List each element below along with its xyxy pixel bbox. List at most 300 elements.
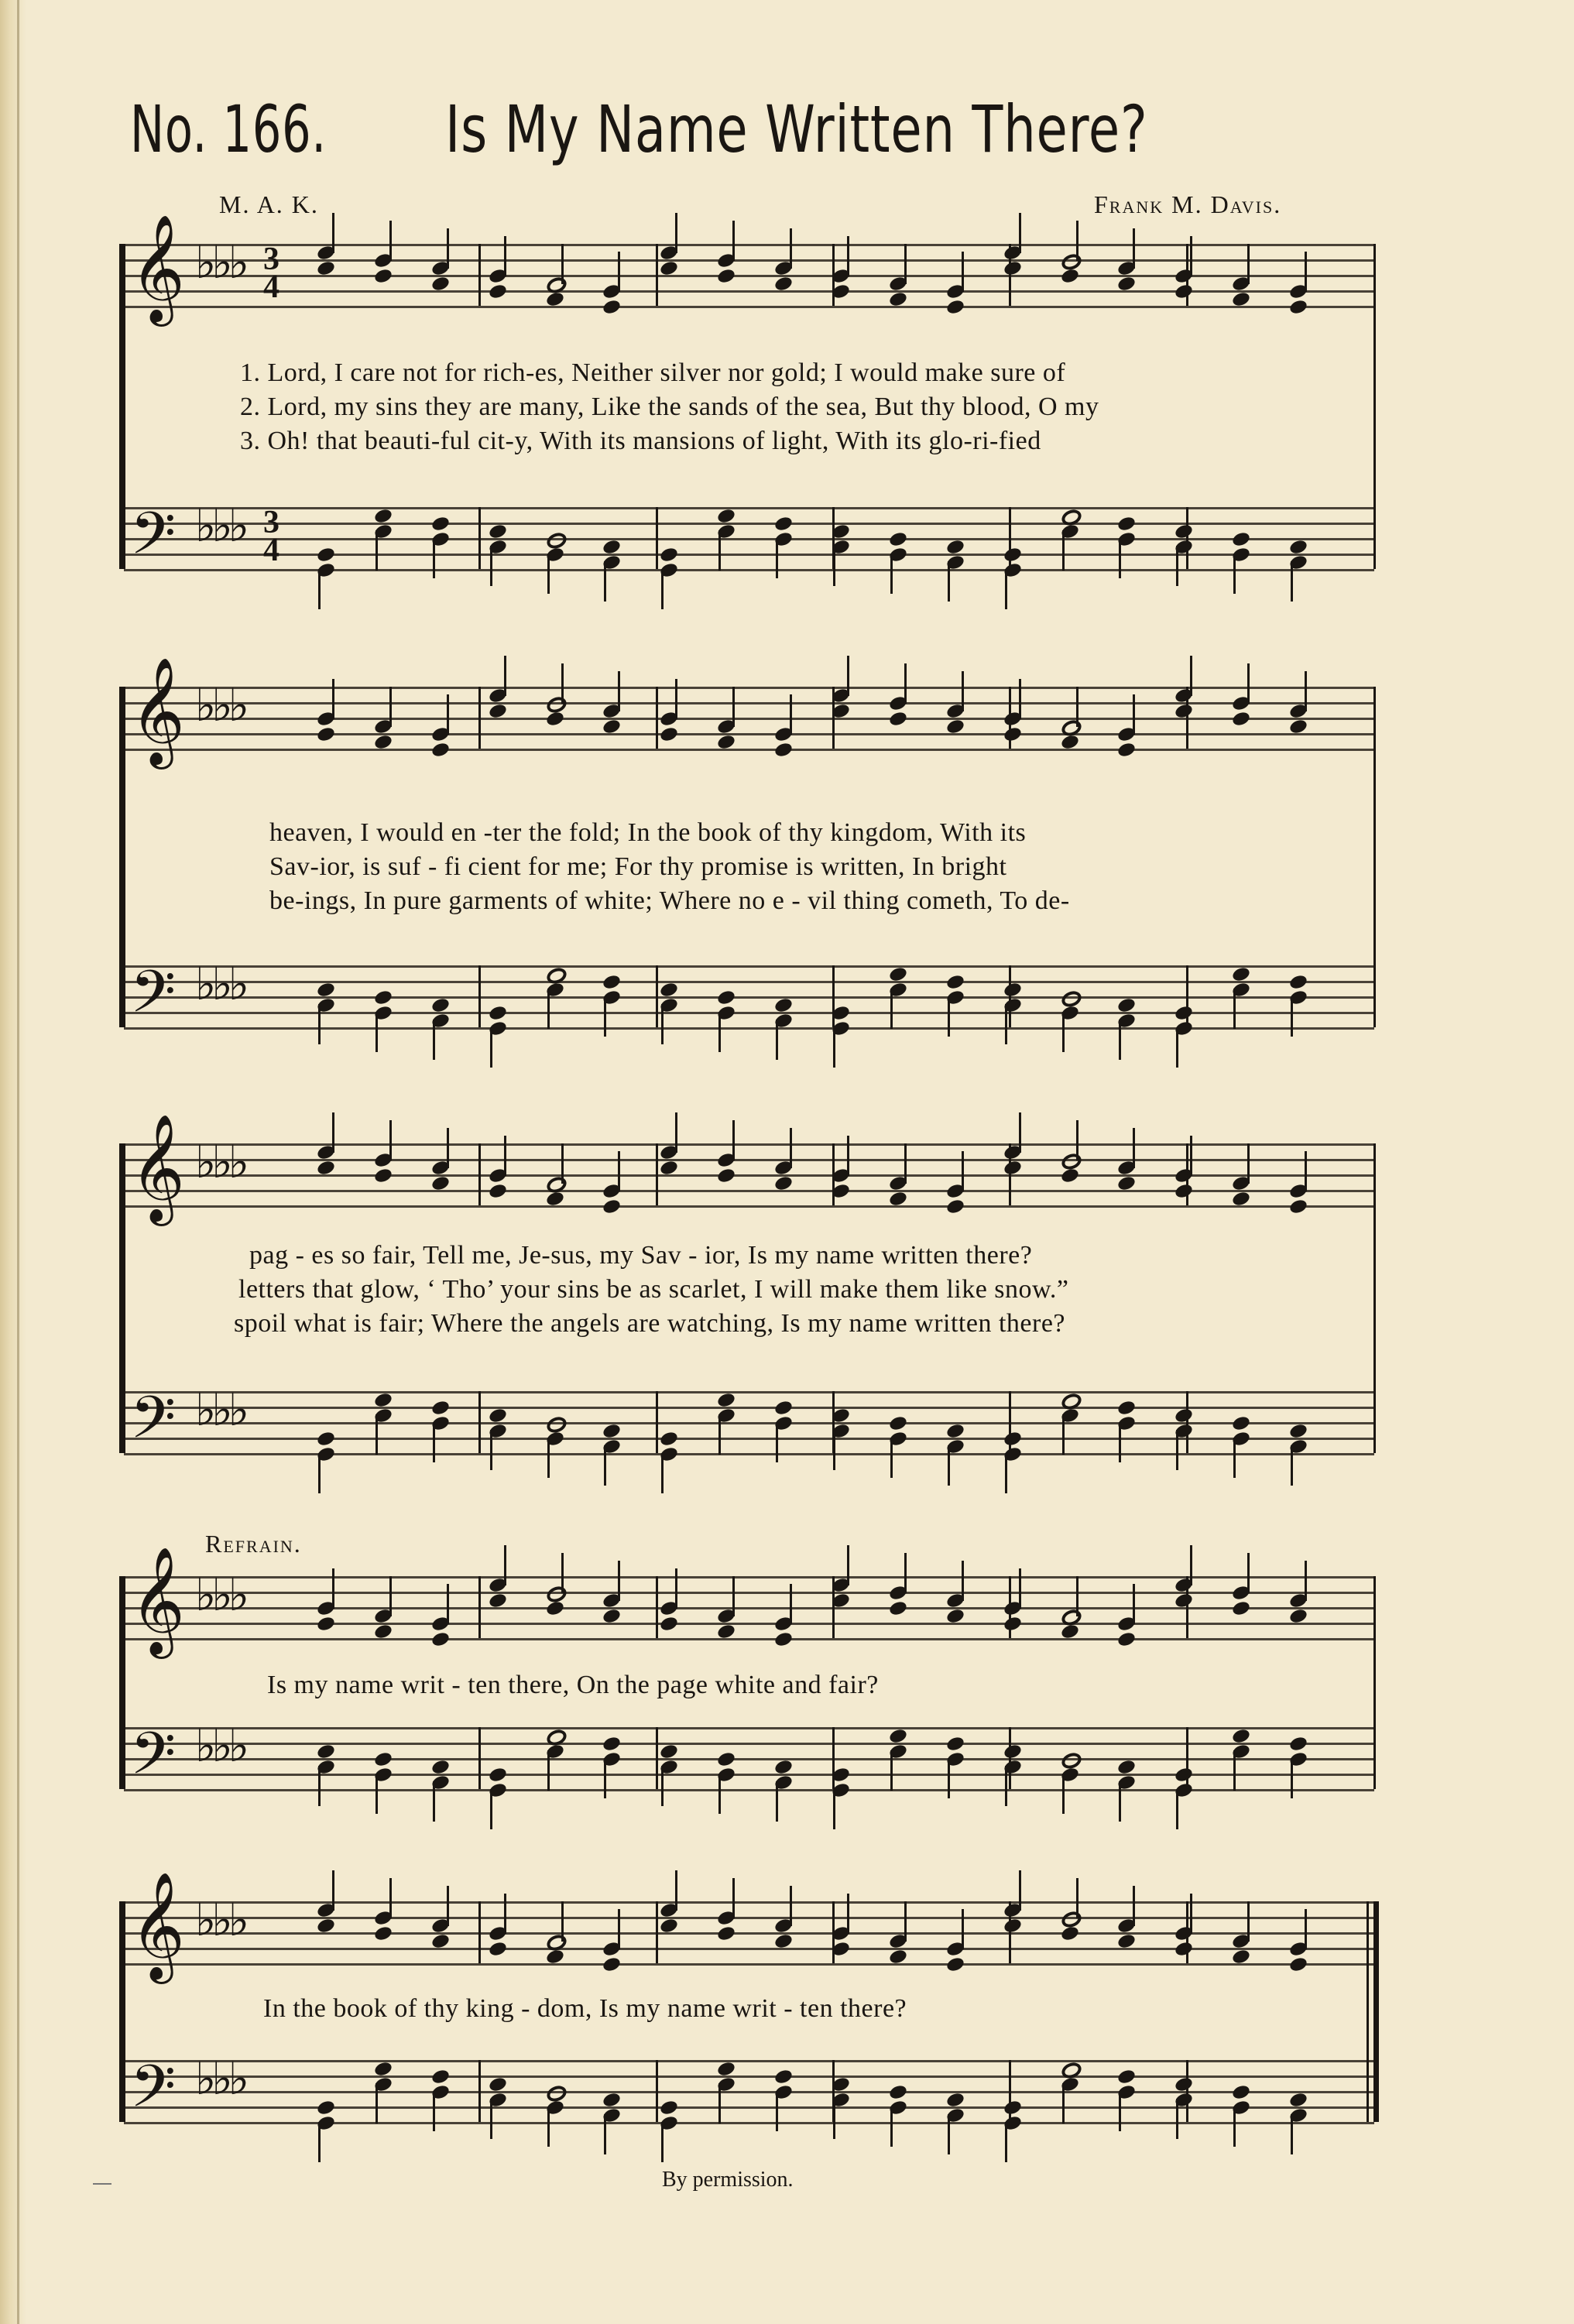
key-signature-flats-icon: ♭♭♭ [195, 1894, 245, 1946]
note-stem [732, 1878, 735, 1918]
bar-line [656, 2060, 658, 2122]
note-stem [948, 1445, 950, 1486]
bar-line [656, 1391, 658, 1453]
bass-clef-icon: 𝄢 [130, 2052, 177, 2135]
note-stem [375, 1774, 378, 1814]
note-stem [732, 1120, 735, 1160]
bar-line [478, 1391, 481, 1453]
note-head [430, 515, 451, 532]
note-stem [561, 244, 564, 284]
note-head [1003, 1615, 1023, 1632]
note-head [316, 725, 336, 742]
note-stem [490, 1789, 492, 1829]
note-head [773, 741, 794, 758]
note-head [373, 1750, 393, 1767]
note-stem [1119, 1781, 1121, 1822]
note-stem [1133, 228, 1135, 269]
note-stem [718, 1012, 721, 1052]
bar-line [656, 244, 658, 306]
note-stem [1133, 1128, 1135, 1168]
note-stem [1062, 1012, 1065, 1052]
note-head [1116, 1399, 1137, 1416]
key-signature-flats-icon: ♭♭♭ [195, 2052, 245, 2105]
note-stem [375, 1414, 378, 1455]
note-stem [833, 2099, 835, 2139]
note-stem [1305, 1909, 1307, 1949]
note-stem [776, 2091, 778, 2131]
note-stem [547, 554, 550, 594]
lyric-verse-3: 3. Oh! that beauti-ful cit-y, With its mansions of light, With its glo-ri-fied [240, 427, 1041, 455]
page-binding-shadow [0, 0, 26, 2324]
refrain-label: Refrain. [205, 1530, 302, 1558]
key-signature-flats-icon: ♭♭♭ [195, 1383, 245, 1436]
note-head [602, 1956, 622, 1973]
note-stem [675, 1870, 677, 1911]
note-stem [962, 671, 964, 711]
note-head [773, 1399, 794, 1416]
note-stem [1247, 244, 1250, 284]
note-stem [1291, 996, 1293, 1037]
note-head [888, 710, 908, 727]
note-stem [1305, 252, 1307, 292]
note-stem [447, 228, 449, 269]
note-stem [890, 554, 893, 594]
note-head [1060, 1167, 1080, 1184]
note-head [1003, 725, 1023, 742]
hymn-number: No. 166. [130, 91, 327, 167]
note-stem [604, 2114, 606, 2154]
note-head [1060, 1925, 1080, 1942]
note-stem [1076, 687, 1078, 727]
note-stem [447, 1128, 449, 1168]
note-head [1288, 1735, 1308, 1752]
note-stem [618, 1151, 620, 1191]
treble-clef-icon: 𝄞 [130, 1547, 185, 1654]
bar-line [656, 1143, 658, 1205]
note-head [773, 2068, 794, 2085]
note-stem [732, 221, 735, 261]
note-stem [389, 1120, 392, 1160]
note-stem [833, 1789, 835, 1829]
note-stem [547, 989, 550, 1029]
note-stem [1291, 1445, 1293, 1486]
note-head [888, 2083, 908, 2100]
note-head [1231, 1414, 1251, 1431]
note-stem [718, 1774, 721, 1814]
note-stem [790, 1886, 792, 1926]
note-stem [490, 546, 492, 586]
note-stem [375, 1012, 378, 1052]
note-stem [1305, 671, 1307, 711]
note-stem [1233, 1750, 1236, 1791]
note-head [659, 1430, 679, 1447]
note-head [1116, 741, 1137, 758]
note-stem [1119, 538, 1121, 578]
note-stem [318, 569, 321, 609]
note-stem [847, 1894, 849, 1934]
note-stem [675, 679, 677, 719]
note-stem [604, 561, 606, 602]
note-stem [332, 679, 334, 719]
note-head [373, 267, 393, 284]
key-signature-flats-icon: ♭♭♭ [195, 499, 245, 552]
bar-line [478, 2060, 481, 2122]
note-head [316, 2099, 336, 2116]
bar-line [1186, 507, 1188, 569]
note-stem [1005, 1766, 1007, 1806]
note-stem [833, 1430, 835, 1470]
note-stem [332, 1568, 334, 1609]
note-head [659, 2099, 679, 2116]
note-stem [1062, 1414, 1065, 1455]
note-stem [962, 1561, 964, 1601]
bar-line [1186, 1391, 1188, 1453]
bar-line [478, 687, 481, 749]
note-stem [604, 1445, 606, 1486]
note-head [945, 298, 965, 315]
note-head [488, 1766, 508, 1783]
permission-note: By permission. [662, 2168, 794, 2192]
note-stem [847, 236, 849, 276]
lyric-refrain-line-1: Is my name writ - ten there, On the page white and fair? [267, 1671, 879, 1699]
note-head [488, 1004, 508, 1021]
note-stem [1305, 1561, 1307, 1601]
note-stem [1005, 1453, 1007, 1493]
note-head [1231, 710, 1251, 727]
bar-line [1009, 1727, 1011, 1789]
note-stem [962, 252, 964, 292]
note-stem [948, 2114, 950, 2154]
note-stem [833, 546, 835, 586]
note-head [602, 1198, 622, 1215]
note-head [1288, 973, 1308, 990]
lyric-refrain-line-2: In the book of thy king - dom, Is my name writ - ten there? [263, 1994, 907, 2023]
bar-line [656, 1901, 658, 1963]
note-stem [490, 2099, 492, 2139]
note-head [1003, 546, 1023, 563]
note-stem [1005, 569, 1007, 609]
note-stem [776, 1020, 778, 1060]
note-head [602, 1735, 622, 1752]
note-stem [504, 1545, 506, 1585]
bar-line [656, 965, 658, 1027]
note-stem [1076, 221, 1078, 261]
note-head [430, 2068, 451, 2085]
note-stem [1233, 1438, 1236, 1478]
note-head [1288, 1956, 1308, 1973]
note-head [430, 1630, 451, 1647]
treble-clef-icon: 𝄞 [130, 1114, 185, 1222]
note-stem [776, 1781, 778, 1822]
bass-clef-icon: 𝄢 [130, 1383, 177, 1466]
note-stem [661, 1004, 664, 1044]
note-stem [904, 1901, 907, 1942]
note-head [1174, 1766, 1194, 1783]
note-head [488, 1940, 508, 1957]
bar-line [478, 1727, 481, 1789]
note-stem [1176, 546, 1178, 586]
note-stem [790, 228, 792, 269]
note-stem [732, 1576, 735, 1616]
note-stem [1119, 2091, 1121, 2131]
note-head [488, 1182, 508, 1199]
note-stem [1076, 1120, 1078, 1160]
note-head [1116, 2068, 1137, 2085]
note-head [1174, 1940, 1194, 1957]
note-stem [1176, 1027, 1178, 1068]
note-head [716, 1167, 736, 1184]
note-stem [1076, 1878, 1078, 1918]
bar-line [656, 1576, 658, 1638]
note-stem [504, 236, 506, 276]
note-head [945, 973, 965, 990]
bar-line [1186, 2060, 1188, 2122]
note-stem [1190, 656, 1192, 696]
bar-line [656, 507, 658, 569]
note-stem [1019, 679, 1021, 719]
lyric-verse-2: 2. Lord, my sins they are many, Like the sands of the sea, But thy blood, O my [240, 392, 1099, 421]
note-head [430, 741, 451, 758]
note-stem [490, 1027, 492, 1068]
note-head [773, 1630, 794, 1647]
key-signature-flats-icon: ♭♭♭ [195, 958, 245, 1010]
note-stem [389, 1878, 392, 1918]
note-stem [618, 1909, 620, 1949]
note-stem [1190, 1136, 1192, 1176]
music-credit: Frank M. Davis. [1094, 190, 1282, 218]
note-stem [904, 244, 907, 284]
note-stem [790, 1128, 792, 1168]
note-stem [433, 1781, 435, 1822]
note-head [1231, 530, 1251, 547]
words-credit: M. A. K. [219, 190, 319, 218]
note-stem [389, 221, 392, 261]
hymn-title: Is My Name Written There? [445, 91, 1148, 167]
note-head [488, 283, 508, 300]
note-stem [1291, 561, 1293, 602]
note-stem [948, 1758, 950, 1798]
note-head [545, 1599, 565, 1616]
note-stem [332, 213, 334, 253]
note-stem [1176, 1789, 1178, 1829]
bar-line [478, 244, 481, 306]
note-head [888, 1599, 908, 1616]
note-stem [904, 1553, 907, 1593]
note-stem [433, 2091, 435, 2131]
lyric-verse-1: pag - es so fair, Tell me, Je-sus, my Sav - ior, Is my name written there? [249, 1241, 1033, 1270]
note-stem [1305, 1151, 1307, 1191]
note-head [373, 989, 393, 1006]
note-stem [1233, 989, 1236, 1029]
note-head [1116, 1630, 1137, 1647]
note-stem [389, 1576, 392, 1616]
note-stem [375, 530, 378, 571]
note-head [716, 1925, 736, 1942]
note-stem [1062, 530, 1065, 571]
bass-clef-icon: 𝄢 [130, 1719, 177, 1802]
note-stem [790, 1584, 792, 1624]
note-stem [1133, 1584, 1135, 1624]
note-head [1231, 2083, 1251, 2100]
note-head [373, 1925, 393, 1942]
bass-clef-icon: 𝄢 [130, 499, 177, 582]
note-stem [1005, 1004, 1007, 1044]
note-stem [375, 2083, 378, 2123]
note-stem [561, 1553, 564, 1593]
note-stem [561, 1901, 564, 1942]
bar-line [478, 965, 481, 1027]
note-head [1003, 1430, 1023, 1447]
note-head [1231, 1599, 1251, 1616]
note-head [316, 1615, 336, 1632]
note-stem [318, 1004, 321, 1044]
key-signature-flats-icon: ♭♭♭ [195, 1568, 245, 1621]
bar-line [478, 1143, 481, 1205]
lyric-verse-1: heaven, I would en -ter the fold; In the book of thy kingdom, With its [269, 818, 1027, 847]
note-stem [1291, 2114, 1293, 2154]
lyric-verse-2: Sav-ior, is suf - fi cient for me; For thy promise is written, In bright [269, 852, 1007, 881]
note-stem [1005, 2122, 1007, 2162]
note-stem [618, 671, 620, 711]
note-stem [1233, 554, 1236, 594]
note-stem [904, 663, 907, 704]
note-stem [847, 1136, 849, 1176]
note-stem [318, 1453, 321, 1493]
note-head [602, 298, 622, 315]
note-stem [447, 1886, 449, 1926]
note-stem [1247, 1901, 1250, 1942]
note-stem [332, 1870, 334, 1911]
note-stem [1019, 213, 1021, 253]
note-stem [490, 1430, 492, 1470]
note-head [1174, 1182, 1194, 1199]
note-stem [618, 1561, 620, 1601]
treble-clef-icon: 𝄞 [130, 657, 185, 765]
key-signature-flats-icon: ♭♭♭ [195, 236, 245, 289]
note-stem [948, 996, 950, 1037]
bar-line [656, 687, 658, 749]
note-stem [1247, 1553, 1250, 1593]
key-signature-flats-icon: ♭♭♭ [195, 1719, 245, 1772]
note-stem [1291, 1758, 1293, 1798]
note-head [1174, 1004, 1194, 1021]
note-stem [661, 1766, 664, 1806]
note-stem [433, 538, 435, 578]
note-stem [1233, 2106, 1236, 2147]
note-head [888, 1414, 908, 1431]
note-stem [661, 569, 664, 609]
note-head [1288, 1198, 1308, 1215]
note-head [888, 530, 908, 547]
note-stem [675, 1112, 677, 1153]
note-stem [1062, 2083, 1065, 2123]
note-head [1060, 267, 1080, 284]
note-head [1288, 298, 1308, 315]
note-stem [1062, 1774, 1065, 1814]
note-stem [675, 1568, 677, 1609]
note-stem [718, 1414, 721, 1455]
bar-line [478, 1901, 481, 1963]
note-stem [433, 1422, 435, 1462]
note-stem [732, 687, 735, 727]
note-stem [776, 538, 778, 578]
key-signature-flats-icon: ♭♭♭ [195, 679, 245, 732]
note-head [545, 710, 565, 727]
time-signature-icon: 3 4 [263, 242, 279, 305]
note-head [659, 546, 679, 563]
note-stem [1019, 1870, 1021, 1911]
note-stem [1019, 1568, 1021, 1609]
note-stem [332, 1112, 334, 1153]
bar-line [478, 1576, 481, 1638]
bass-clef-icon: 𝄢 [130, 958, 177, 1040]
note-stem [447, 1584, 449, 1624]
note-head [1003, 2099, 1023, 2116]
note-stem [1133, 1886, 1135, 1926]
note-stem [661, 1453, 664, 1493]
note-stem [833, 1027, 835, 1068]
bar-line [1009, 965, 1011, 1027]
lyric-verse-3: spoil what is fair; Where the angels are watching, Is my name written there? [234, 1309, 1066, 1338]
note-stem [790, 694, 792, 735]
note-stem [547, 1438, 550, 1478]
note-stem [890, 1438, 893, 1478]
note-stem [604, 1758, 606, 1798]
treble-clef-icon: 𝄞 [130, 1872, 185, 1980]
note-head [373, 1167, 393, 1184]
note-stem [1190, 1894, 1192, 1934]
note-stem [447, 694, 449, 735]
note-head [316, 546, 336, 563]
note-stem [318, 1766, 321, 1806]
note-stem [1176, 2099, 1178, 2139]
bar-line [478, 507, 481, 569]
note-stem [718, 2083, 721, 2123]
note-head [659, 1615, 679, 1632]
lyric-verse-2: letters that glow, ‘ Tho’ your sins be as scarlet, I will make them like snow.” [238, 1275, 1069, 1304]
note-stem [1247, 1143, 1250, 1184]
note-head [945, 1198, 965, 1215]
note-stem [1247, 663, 1250, 704]
note-stem [1119, 1422, 1121, 1462]
note-stem [675, 213, 677, 253]
note-stem [504, 1136, 506, 1176]
note-head [659, 725, 679, 742]
note-stem [561, 663, 564, 704]
note-stem [504, 656, 506, 696]
note-head [945, 1735, 965, 1752]
key-signature-flats-icon: ♭♭♭ [195, 1136, 245, 1188]
note-stem [618, 252, 620, 292]
note-stem [890, 1750, 893, 1791]
note-stem [1019, 1112, 1021, 1153]
note-stem [661, 2122, 664, 2162]
note-stem [776, 1422, 778, 1462]
note-stem [904, 1143, 907, 1184]
page-binding-line [17, 0, 19, 2324]
note-stem [1119, 1020, 1121, 1060]
lyric-verse-1: 1. Lord, I care not for rich-es, Neither silver nor gold; I would make sure of [240, 358, 1066, 387]
note-stem [389, 687, 392, 727]
time-signature-icon: 3 4 [263, 505, 279, 568]
note-stem [962, 1909, 964, 1949]
note-stem [561, 1143, 564, 1184]
note-stem [890, 2106, 893, 2147]
note-stem [1076, 1576, 1078, 1616]
note-stem [547, 2106, 550, 2147]
note-head [430, 1399, 451, 1416]
note-head [716, 989, 736, 1006]
